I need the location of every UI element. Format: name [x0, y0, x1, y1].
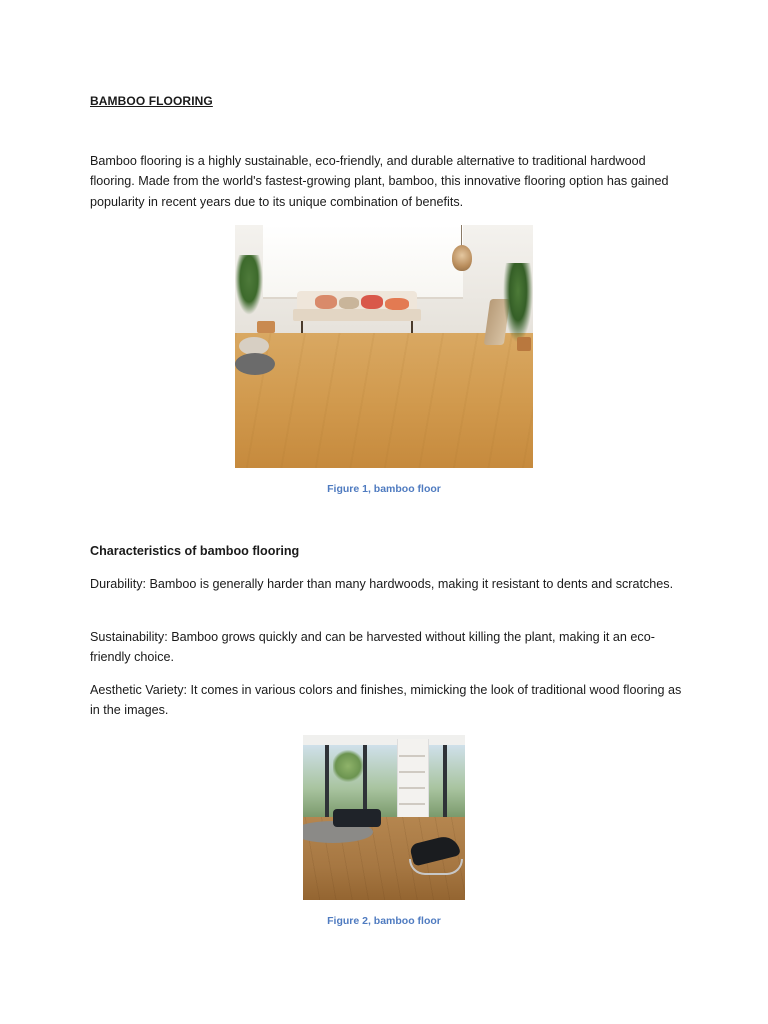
window-frame [325, 745, 329, 817]
potted-plant-right [503, 263, 533, 343]
daybed-leg [301, 321, 303, 333]
shelf [399, 787, 425, 789]
figure-2-image [303, 735, 465, 900]
intro-paragraph: Bamboo flooring is a highly sustainable, eco-friendly, and durable alternative to traditional hardwood flooring. Made from the world's fastest-growing plant, bamboo, this innovative flooring option has gained popularity in recent years due to its unique combination of benefits. [90, 154, 669, 209]
bamboo-floor [235, 333, 533, 468]
cushion [361, 295, 383, 309]
daybed-seat [293, 309, 421, 321]
lounge-chair-frame [409, 859, 463, 875]
ceiling [303, 735, 465, 745]
dark-sofa [333, 809, 381, 827]
window-frame [363, 745, 367, 817]
cushion [339, 297, 359, 309]
shelf [399, 755, 425, 757]
plant-pot-right [517, 337, 531, 351]
plant-pot-left [257, 321, 275, 333]
potted-plant-left [235, 255, 263, 315]
pendant-lamp-cord [461, 225, 462, 247]
cushion [385, 298, 409, 310]
shelving-column [397, 739, 429, 825]
cushion [315, 295, 337, 309]
bright-window [263, 225, 463, 299]
characteristic-durability: Durability: Bamboo is generally harder than many hardwoods, making it resistant to dents and scratches. [90, 577, 674, 591]
figure-1-image [235, 225, 533, 468]
pendant-lamp [452, 245, 472, 271]
document-title: BAMBOO FLOORING [90, 94, 213, 108]
shelf [399, 803, 425, 805]
outdoor-tree [333, 749, 363, 783]
floor-cushion [235, 353, 275, 375]
window-frame [443, 745, 447, 817]
shelf [399, 771, 425, 773]
characteristics-heading: Characteristics of bamboo flooring [90, 544, 300, 558]
characteristic-aesthetic-variety: Aesthetic Variety: It comes in various colors and finishes, mimicking the look of traditional wood flooring as in the images. [90, 683, 682, 718]
characteristic-sustainability: Sustainability: Bamboo grows quickly and can be harvested without killing the plant, making it an eco-friendly choice. [90, 630, 655, 665]
daybed-leg [411, 321, 413, 333]
figure-2-caption: Figure 2, bamboo floor [327, 915, 441, 927]
figure-1-caption: Figure 1, bamboo floor [327, 483, 441, 495]
